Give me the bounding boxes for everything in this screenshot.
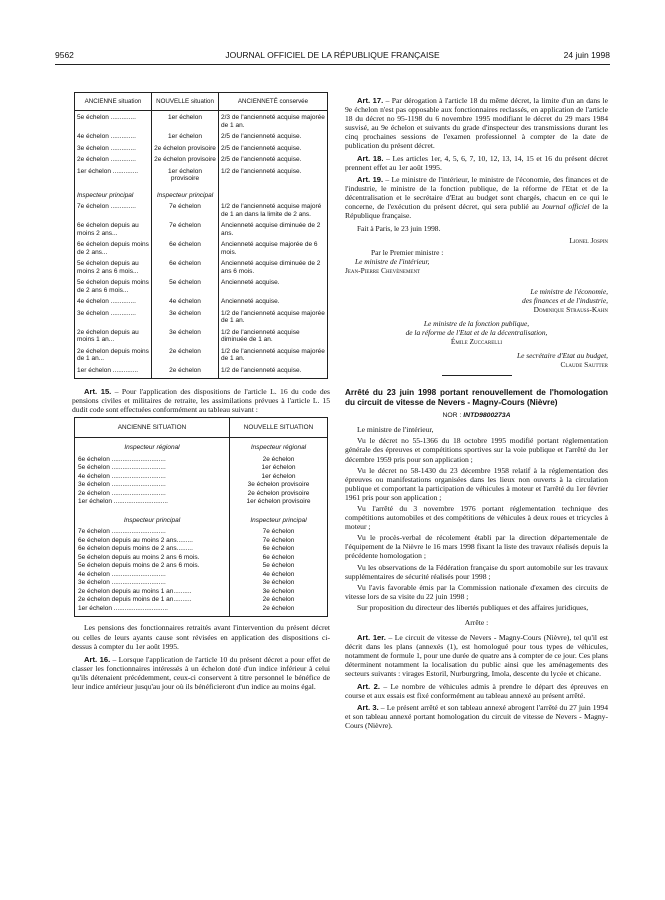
col-header-old: ANCIENNE situation — [75, 93, 152, 111]
art18-text: – Les articles 1er, 4, 5, 6, 7, 10, 12, 13, 14, 15 et 16 du présent décret prennent effet au 1er août 1995. — [345, 153, 608, 172]
table-cell: 1er échelon — [152, 130, 219, 142]
table-cell: Inspecteur principal — [152, 184, 219, 201]
table-cell: Ancienneté acquise. — [221, 279, 280, 287]
table-cell: 3e échelon — [262, 579, 295, 587]
table-row — [75, 326, 328, 345]
arrete-art3-label: Art. 3. — [357, 702, 379, 712]
table-cell: 3e échelon provisoire — [247, 481, 310, 489]
table-cell: 4e échelon .............. — [75, 130, 152, 142]
table-row — [75, 200, 328, 219]
table-row — [75, 184, 328, 201]
table-cell: 4e échelon — [152, 295, 219, 307]
table-cell: 4e échelon .............. — [75, 295, 152, 307]
table-row — [75, 481, 328, 490]
table-cell: 1er échelon provisoire — [246, 498, 311, 506]
fp-role-line-2 — [345, 328, 608, 337]
arrete-art2-text: – Le nombre de véhicules admis à prendre le départ des épreuves en course et aux essais est fixé conformément au tableau annexé au présent arrêté. — [345, 681, 608, 700]
table-row — [75, 473, 328, 482]
table-row — [75, 464, 328, 473]
signature-fp-role-2: de la réforme de l'Etat et de la décentralisation, — [405, 328, 548, 338]
table-cell: Ancienneté acquise diminuée de 2 ans 6 mois. — [221, 260, 321, 275]
table-cell: 6e échelon depuis moins de 2 ans......... — [75, 545, 230, 554]
art17-label: Art. 17. — [357, 96, 384, 105]
running-header — [55, 50, 610, 64]
table-cell: 3e échelon — [262, 587, 295, 595]
table-cell: 5e échelon depuis moins de 2 ans 6 mois... — [75, 276, 152, 295]
arrete-art3-paragraph — [345, 703, 608, 730]
art15-text: – Pour l'application des dispositions de l'article L. 16 du code des pensions civiles et militaires de retraite, les assimilations prévues à l'article L. 15 dudit code sont effectuées conformément au tableau suivant : — [72, 387, 330, 415]
art19-text-b: de la République française. — [345, 202, 609, 221]
table-row — [75, 345, 328, 364]
table-row — [75, 165, 328, 184]
col-header-new-situation: NOUVELLE SITUATION — [230, 418, 328, 438]
table-cell: 6e échelon depuis au moins 2 ans... — [75, 219, 152, 238]
art16-label: Art. 16. — [84, 654, 111, 664]
table-cell: 1er échelon provisoire — [152, 165, 219, 184]
table-cell: 1er échelon .............. — [75, 165, 152, 184]
table-cell: 7e échelon .............. — [75, 200, 152, 219]
table-row — [75, 276, 328, 295]
table-row — [75, 438, 328, 456]
signature-by-pm: Par le Premier ministre : — [371, 248, 444, 258]
art16-text: – Lorsque l'application de l'article 10 du présent décret a pour effet de classer les fonctionnaires intéressés à un échelon doté d'un indice inférieur à celui qu'ils détenaient précédemment, ceux-ci conservent à titre personnel le bénéfice de leur indice antérieur jusqu'au jour où ils bénéficieront d'un indice au moins égal. — [72, 654, 330, 692]
arrete-considerations — [345, 425, 608, 612]
signature-budget-role: Le secrétaire d'Etat au budget, — [516, 351, 608, 361]
table-cell: 2e échelon provisoire — [152, 142, 219, 154]
eco-role-line-1 — [345, 287, 608, 296]
nor-reference — [345, 412, 608, 419]
table-cell: 5e échelon depuis au moins 2 ans 6 mois... — [75, 257, 152, 276]
table-cell: 1er échelon — [261, 472, 296, 480]
table-row — [75, 571, 328, 580]
table-cell: 2e échelon depuis au moins 1 an... — [75, 326, 152, 345]
table-row — [75, 537, 328, 546]
table-row — [75, 490, 328, 499]
table-cell: Ancienneté acquise. — [221, 298, 280, 306]
nor-label: NOR : — [442, 412, 464, 420]
issue-date: 24 juin 1998 — [563, 50, 610, 60]
table-cell: 5e échelon — [152, 276, 219, 295]
table-cell: 2e échelon depuis moins de 1 an.......... — [75, 596, 230, 605]
table-cell: 1er échelon .............................. — [75, 605, 230, 617]
table-cell: 1/2 de l'ancienneté acquise majorée de 1 an. — [221, 309, 325, 325]
section-separator — [442, 375, 512, 376]
table-cell: 1/2 de l'ancienneté acquise. — [221, 167, 302, 175]
table-row — [75, 528, 328, 537]
table-cell: 6e échelon — [152, 257, 219, 276]
table-row — [75, 498, 328, 507]
table-row — [75, 579, 328, 588]
table-cell: 1/2 de l'ancienneté acquise majoré de 1 an dans la limite de 2 ans. — [221, 203, 322, 218]
arrete-paragraph: Vu le procès-verbal de récolement établi par la direction départementale de l'équipement de la Nièvre le 16 mars 1998 fixant la liste des travaux réalisés depuis la précédente homologation ; — [345, 533, 608, 561]
table-cell: Ancienneté acquise diminuée de 2 ans. — [221, 222, 321, 237]
arrete-art1-text: – Le circuit de vitesse de Nevers - Magny-Cours (Nièvre), tel qu'il est décrit dans les plans (annexés (1), est homologué pour tous types de véhicules, notamment de formule 1, pour une durée de quatre ans à compter de ce jour. Ces plans déterminent notamment la localisation du public ainsi que les aménagements des secteurs suivants : virages Estoril, Nurburgring, Imola, descente du lycée et chicane. — [345, 633, 609, 679]
art15-label: Art. 15. — [84, 387, 112, 397]
table-cell: 7e échelon — [262, 528, 295, 536]
table-row — [75, 562, 328, 571]
table-cell: 2/5 de l'ancienneté acquise. — [221, 156, 302, 164]
arrete-art3-text: – Le présent arrêté et son tableau annexé abrogent l'arrêté du 27 juin 1994 et son tableau annexé portant homologation du circuit de vitesse de Nevers - Magny-Cours (Nièvre). — [345, 702, 608, 730]
table-row — [75, 605, 328, 617]
header-rule — [55, 64, 610, 65]
table-cell: 2e échelon .............. — [75, 153, 152, 165]
table-cell: 6e échelon depuis moins de 2 ans... — [75, 238, 152, 257]
reclassification-table — [74, 92, 328, 379]
pension-assimilation-table-body — [75, 438, 328, 617]
signature-fp-role-1: Le ministre de la fonction publique, — [423, 319, 530, 329]
table-cell: 2e échelon — [152, 364, 219, 379]
signature-eco-role-2: des finances et de l'industrie, — [522, 296, 608, 306]
col-header-new: NOUVELLE situation — [152, 93, 219, 111]
table-cell: 6e échelon depuis au moins 2 ans......... — [75, 537, 230, 546]
art17-text: – Par dérogation à l'article 18 du même décret, la limite d'un an dans le 9e échelon n'est pas opposable aux fonctionnaires reclassés, en application de l'article 18 du décret no 95-1198 du 6 novembre 1995 modifiant le décret du 29 mars 1984 susvisé, au 9e échelon et suivants du grade d'inspecteur des transmissions durant les cinq prochaines sessions de l'examen professionnel à compter de la date de publication du présent décret. — [345, 96, 608, 151]
table-cell: 2e échelon — [152, 345, 219, 364]
table-row — [75, 545, 328, 554]
signature-eco-role-1: Le ministre de l'économie, — [530, 287, 608, 297]
table-row — [75, 307, 328, 326]
table-cell: 4e échelon .............................. — [75, 571, 230, 580]
signature-fp-name: Émile Zuccarelli — [450, 337, 503, 347]
right-column — [345, 96, 608, 730]
table-cell: Ancienneté acquise majorée de 6 mois. — [221, 241, 318, 256]
table-cell: 5e échelon depuis moins de 2 ans 6 mois. — [75, 562, 230, 571]
interior-role-line — [355, 257, 608, 266]
table-cell: 5e échelon .............. — [75, 111, 152, 131]
table-row — [75, 238, 328, 257]
table-cell: 7e échelon .............................. — [75, 528, 230, 537]
table-row — [75, 111, 328, 131]
signature-budget-name: Claude Sautter — [560, 360, 608, 370]
table-cell: 7e échelon — [262, 536, 295, 544]
table-row — [75, 507, 328, 529]
art16-paragraph — [72, 655, 330, 691]
fp-role-line-1 — [345, 319, 608, 328]
signature-interior-role: Le ministre de l'intérieur, — [355, 257, 430, 267]
reclassification-table-body — [75, 111, 328, 379]
table-cell: 2e échelon — [262, 596, 295, 604]
table-cell: 2/3 de l'ancienneté acquise majorée de 1 an. — [221, 114, 325, 129]
art19-paragraph — [345, 175, 608, 220]
nor-code: INTD9800273A — [463, 412, 511, 420]
art17-paragraph — [345, 96, 608, 151]
table-cell: Inspecteur principal — [75, 507, 230, 529]
table-cell: 3e échelon — [152, 326, 219, 345]
budget-role-line — [345, 351, 608, 360]
journal-title: JOURNAL OFFICIEL DE LA RÉPUBLIQUE FRANÇAISE — [225, 50, 440, 60]
table-cell: 5e échelon .............................. — [75, 464, 230, 473]
table-cell: 4e échelon — [262, 570, 295, 578]
arrete-paragraph: Sur proposition du directeur des libertés publiques et des affaires juridiques, — [357, 602, 589, 612]
table-cell: 7e échelon — [152, 219, 219, 238]
table-cell: 2e échelon provisoire — [152, 153, 219, 165]
table-row — [75, 596, 328, 605]
table-cell: 1er échelon .............................. — [75, 498, 230, 507]
arrete-art2-paragraph — [345, 682, 608, 700]
table-cell: 3e échelon .............................. — [75, 579, 230, 588]
table-cell: 2e échelon — [262, 604, 295, 612]
table-cell: 6e échelon — [262, 545, 295, 553]
table-cell: Inspecteur principal — [75, 184, 152, 201]
signature-prime-minister: Lionel Jospin — [569, 236, 608, 246]
table-cell: 2e échelon provisoire — [247, 489, 310, 497]
table-cell: 3e échelon .............. — [75, 142, 152, 154]
table-cell: 5e échelon — [262, 562, 295, 570]
art19-label: Art. 19. — [357, 174, 384, 184]
table-cell: 1er échelon — [261, 464, 296, 472]
arrete-paragraph: Vu l'arrêté du 3 novembre 1976 portant réglementation technique des compétitions automobiles et des compétitions de véhicules à deux roues et tricycles à moteur ; — [345, 503, 608, 532]
art19-journal: Journal officiel — [541, 202, 590, 212]
table-cell: 1er échelon .............. — [75, 364, 152, 379]
signature-place-date: Fait à Paris, le 23 juin 1998. — [357, 224, 441, 234]
arrete-art1-paragraph — [345, 633, 608, 678]
col-header-seniority: ANCIENNETÉ conservée — [219, 93, 328, 111]
table-row — [75, 219, 328, 238]
table-row — [75, 153, 328, 165]
table-row — [75, 588, 328, 597]
signature-eco-name: Dominique Strauss-Kahn — [533, 305, 608, 315]
table-cell — [219, 184, 328, 201]
arrete-art1-label: Art. 1er. — [357, 633, 386, 643]
table-cell: 5e échelon depuis au moins 2 ans 6 mois. — [75, 554, 230, 563]
arrete-paragraph: Vu l'avis favorable émis par la Commission nationale d'examen des circuits de vitesse lors de sa visite du 22 juin 1998 ; — [345, 582, 608, 601]
table-row — [75, 257, 328, 276]
arrete-paragraph: Vu les observations de la Fédération française du sport automobile sur les travaux supplémentaires de sécurité réalisés pour 1998 ; — [345, 562, 608, 581]
table-cell: 2/5 de l'ancienneté acquise. — [221, 133, 302, 141]
arrete-paragraph: Vu le décret no 55-1366 du 18 octobre 1995 modifié portant réglementation générale des épreuves et compétitions sportives sur la voie publique et l'arrêté du 1er décembre 1959 pris pour son application ; — [345, 436, 608, 464]
page-number: 9562 — [55, 50, 74, 60]
col-header-old-situation: ANCIENNE SITUATION — [75, 418, 230, 438]
left-column — [72, 92, 330, 691]
table-row — [75, 142, 328, 154]
table-cell: Inspecteur régional — [250, 444, 307, 452]
pensions-paragraph: Les pensions des fonctionnaires retraités avant l'intervention du présent décret ou celles de leurs ayants cause sont révisées en application des dispositions ci-dessus à compter du 1er août 1995. — [72, 623, 330, 651]
table-cell: 2e échelon depuis moins de 1 an... — [75, 345, 152, 364]
table-cell: 1/2 de l'ancienneté acquise. — [221, 366, 302, 374]
table-cell: 1er échelon — [152, 111, 219, 131]
table-cell: 4e échelon .............................. — [75, 473, 230, 482]
table-cell: 1/2 de l'ancienneté acquise diminuée de 1 an. — [221, 328, 300, 344]
table-cell: 7e échelon — [152, 200, 219, 219]
table-cell: 3e échelon .............................. — [75, 481, 230, 490]
arrete-paragraph: Vu le décret no 58-1430 du 23 décembre 1958 relatif à la réglementation des épreuves ou manifestations organisées dans les lieux non ouverts à la circulation publique et comportant la participation de véhicules à moteur et l'arrêté du 1er février 1961 pris pour son application ; — [345, 465, 608, 502]
table-cell: 3e échelon .............. — [75, 307, 152, 326]
art19-text-a: – Le ministre de l'intérieur, le ministre de l'économie, des finances et de l'industrie, le ministre de la fonction publique, de la réforme de l'Etat et de la décentralisation et le secrétaire d'Etat au budget sont chargés, chacun en ce qui le concerne, de l'exécution du présent décret, qui sera publié au — [345, 174, 608, 212]
art18-paragraph — [345, 154, 608, 172]
arrete-art2-label: Art. 2. — [357, 681, 380, 691]
table-cell: Inspecteur régional — [75, 438, 230, 456]
table-row — [75, 554, 328, 563]
signature-block — [345, 224, 608, 369]
table-cell: 2e échelon depuis au moins 1 an.......... — [75, 588, 230, 597]
table-row — [75, 130, 328, 142]
table-row — [75, 456, 328, 465]
arrete-paragraph: Le ministre de l'intérieur, — [357, 425, 434, 435]
table-cell: Inspecteur principal — [250, 516, 307, 524]
art15-paragraph — [72, 387, 330, 414]
signature-interior-name: Jean-Pierre Chevènement — [345, 266, 421, 276]
art18-label: Art. 18. — [357, 153, 384, 163]
table-cell: 3e échelon — [152, 307, 219, 326]
table-cell: 6e échelon — [152, 238, 219, 257]
pension-assimilation-table — [74, 417, 328, 617]
eco-role-line-2 — [345, 296, 608, 305]
table-cell: 6e échelon .............................. — [75, 456, 230, 465]
table-cell: 2e échelon .............................. — [75, 490, 230, 499]
table-row — [75, 364, 328, 379]
table-cell: 6e échelon — [262, 553, 295, 561]
table-cell: 2e échelon — [262, 455, 295, 463]
table-cell: 1/2 de l'ancienneté acquise majorée de 1 an. — [221, 347, 325, 363]
arrete-section — [345, 388, 608, 730]
arrete-title: Arrêté du 23 juin 1998 portant renouvellement de l'homologation du circuit de vitesse de Nevers - Magny-Cours (Nièvre) — [345, 388, 608, 408]
table-row — [75, 295, 328, 307]
table-cell: 2/5 de l'ancienneté acquise. — [221, 144, 302, 152]
arrete-word: Arrête : — [464, 618, 489, 627]
